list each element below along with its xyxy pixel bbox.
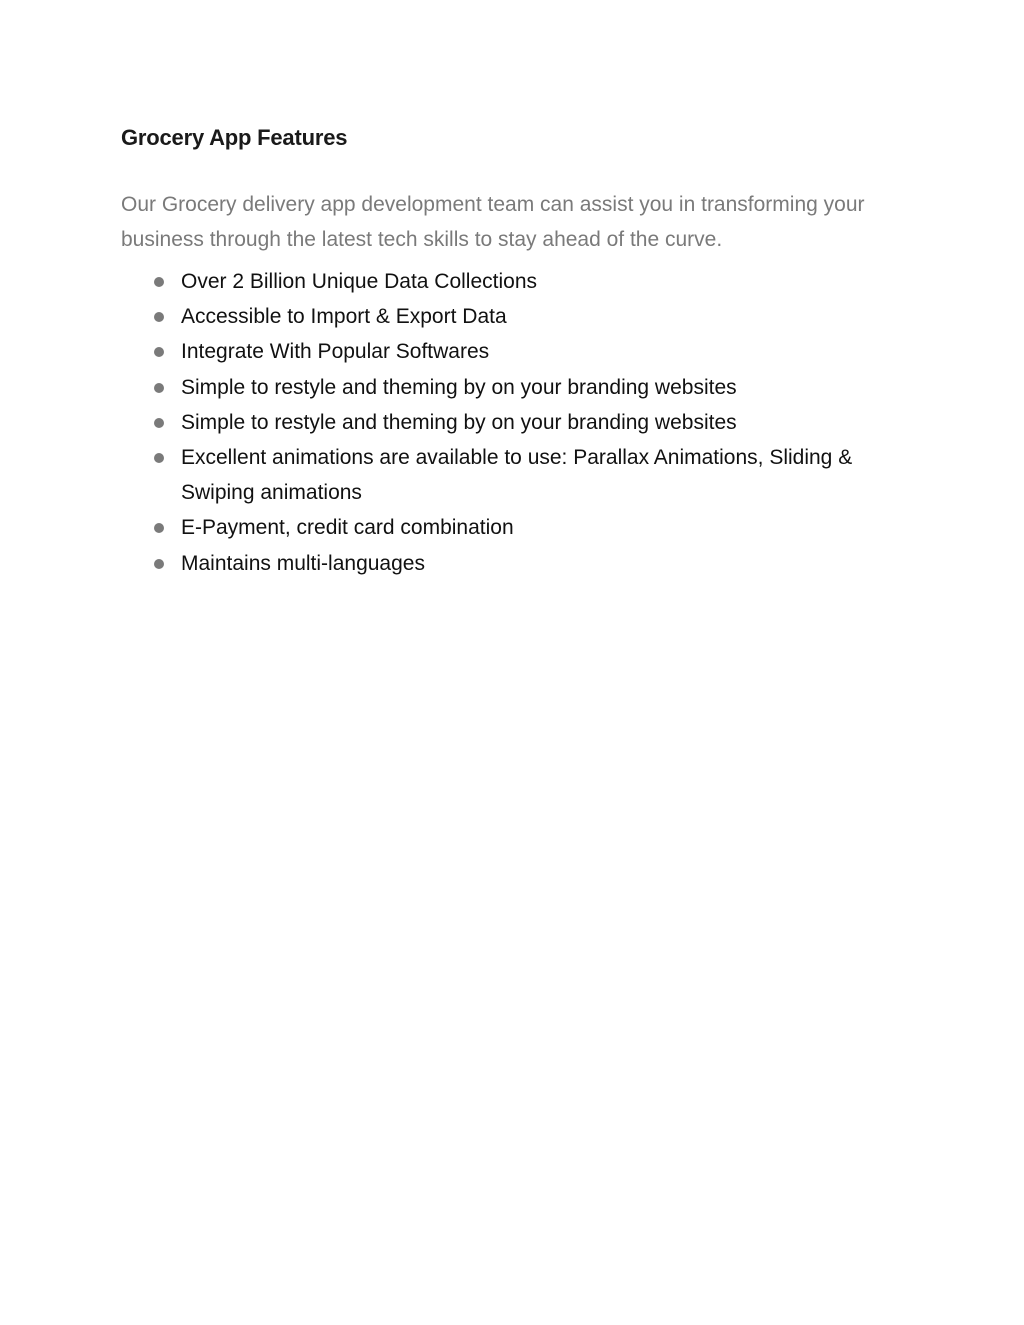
page-title: Grocery App Features <box>121 125 348 150</box>
feature-text: Maintains multi-languages <box>181 551 425 575</box>
feature-text: Integrate With Popular Softwares <box>181 340 490 364</box>
list-item <box>121 510 896 545</box>
list-item <box>121 405 896 440</box>
list-item <box>121 370 896 405</box>
bullet-icon <box>154 277 164 287</box>
bullet-icon <box>154 523 164 533</box>
bullet-icon <box>154 312 164 322</box>
list-item <box>121 264 896 299</box>
feature-list <box>121 264 896 581</box>
document-content <box>121 122 896 581</box>
bullet-icon <box>154 383 164 393</box>
bullet-icon <box>154 559 164 569</box>
feature-text: Excellent animations are available to use: Parallax Animations, Sliding & Swiping animations <box>181 446 853 505</box>
intro-paragraph: Our Grocery delivery app development team can assist you in transforming your business through the latest tech skills to stay ahead of the curve. <box>121 193 865 251</box>
list-item <box>121 440 896 510</box>
bullet-icon <box>154 453 164 463</box>
list-item <box>121 299 896 334</box>
feature-text: E-Payment, credit card combination <box>181 516 514 540</box>
feature-text: Accessible to Import & Export Data <box>181 305 507 329</box>
bullet-icon <box>154 347 164 357</box>
feature-text: Simple to restyle and theming by on your branding websites <box>181 410 737 434</box>
feature-text: Simple to restyle and theming by on your branding websites <box>181 375 737 399</box>
list-item <box>121 334 896 369</box>
bullet-icon <box>154 418 164 428</box>
list-item <box>121 546 896 581</box>
feature-text: Over 2 Billion Unique Data Collections <box>181 270 538 293</box>
